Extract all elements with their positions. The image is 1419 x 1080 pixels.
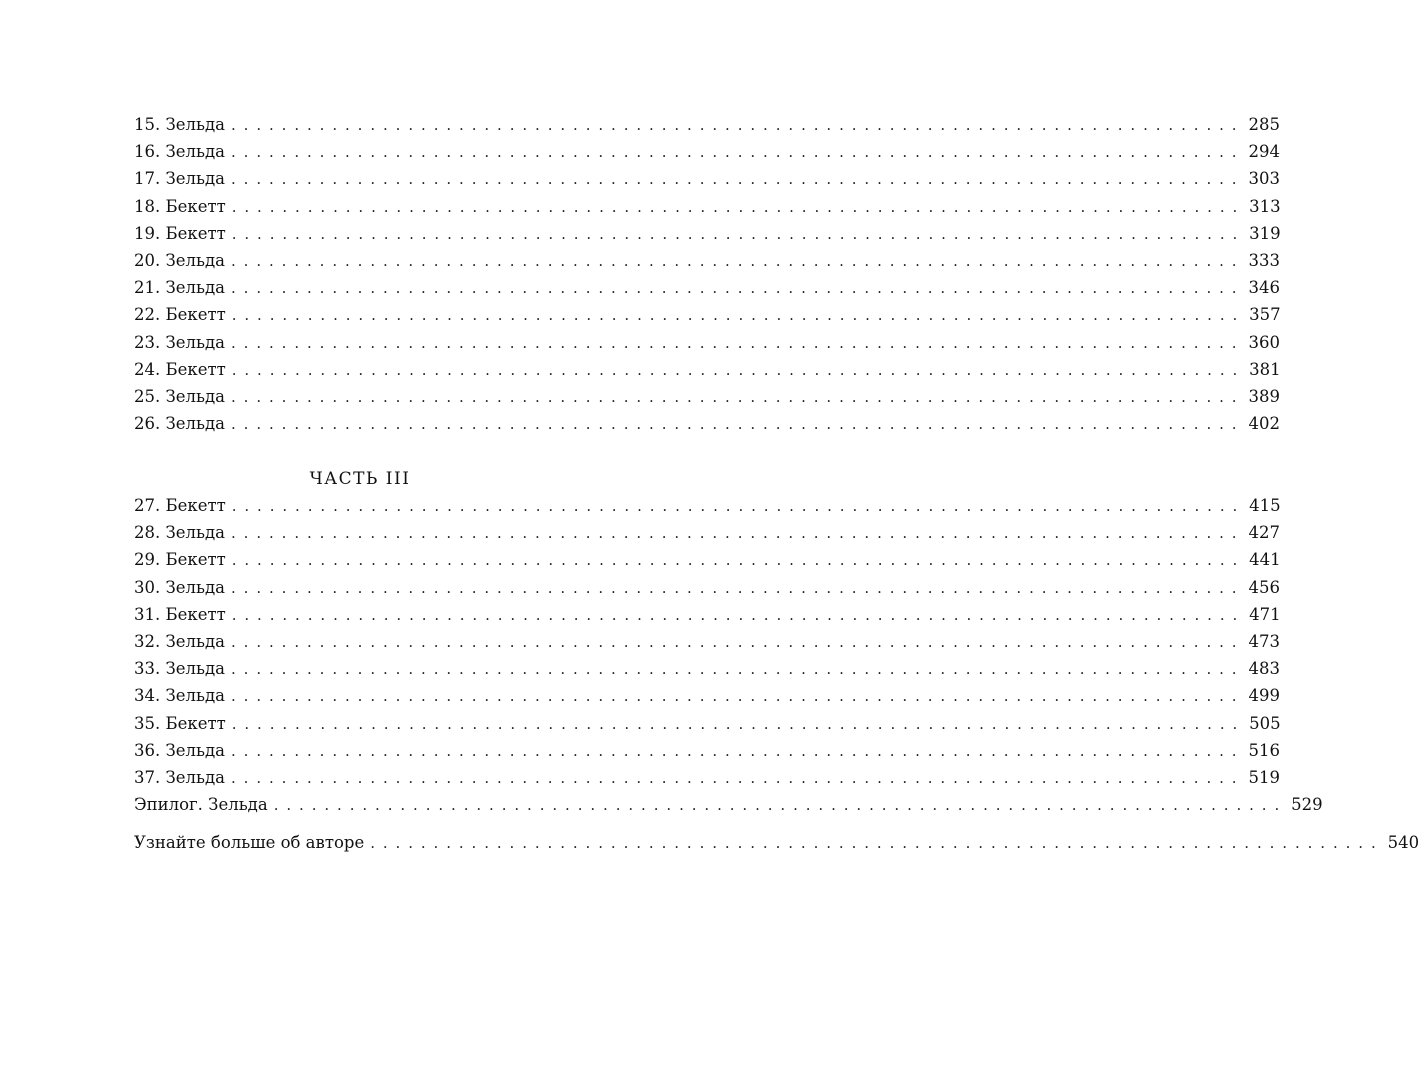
- toc-dot-leader: ................................................................................: [370, 834, 1384, 852]
- toc-dot-leader: ................................................................................: [231, 360, 1246, 379]
- toc-entry-page: 357: [1249, 305, 1281, 325]
- toc-entry: [134, 165, 1280, 192]
- toc-entry-title: 26. Зельда: [134, 414, 225, 434]
- toc-dot-leader: ................................................................................: [231, 578, 1245, 597]
- toc-entry-page: 456: [1248, 577, 1280, 597]
- toc-entry-title: 19. Бекетт: [134, 223, 226, 243]
- toc-entry-title: 33. Зельда: [134, 659, 225, 679]
- toc-dot-leader: ................................................................................: [231, 741, 1245, 760]
- toc-entry-title: 15. Зельда: [134, 115, 225, 134]
- toc-entry-page: 483: [1248, 659, 1280, 679]
- toc-dot-leader: ................................................................................: [231, 306, 1246, 325]
- toc-entry-title: 28. Зельда: [134, 523, 225, 543]
- toc-entry-title: 37. Зельда: [134, 767, 225, 787]
- toc-entry: [134, 710, 1281, 737]
- toc-entry-title: 18. Бекетт: [134, 196, 226, 216]
- toc-entry-page: 471: [1249, 604, 1281, 624]
- toc-entry: [134, 138, 1280, 165]
- toc-dot-leader: ................................................................................: [231, 415, 1245, 434]
- toc-dot-leader: ................................................................................: [231, 714, 1246, 733]
- toc-entry-title: 25. Зельда: [134, 386, 225, 406]
- toc-entry-page: 519: [1248, 767, 1280, 787]
- toc-dot-leader: ................................................................................: [231, 279, 1245, 298]
- toc-part3: [134, 492, 1323, 818]
- toc-entry-title: Эпилог. Зельда: [134, 795, 268, 815]
- toc-entry-page: 381: [1249, 359, 1281, 379]
- toc-entry-about-author: [134, 829, 1419, 856]
- toc-entry-page: 441: [1249, 550, 1281, 570]
- toc-entry-title: 17. Зельда: [134, 169, 225, 189]
- toc-entry-title: 21. Зельда: [134, 278, 225, 298]
- toc-dot-leader: ................................................................................: [231, 143, 1245, 162]
- toc-entry: [134, 274, 1280, 301]
- toc-dot-leader: ................................................................................: [231, 632, 1245, 651]
- toc-entry-page: 516: [1248, 740, 1280, 760]
- toc-entry: [134, 519, 1280, 546]
- toc-entry-title: 30. Зельда: [134, 577, 225, 597]
- toc-entry-page: 389: [1248, 386, 1280, 406]
- toc-dot-leader: ................................................................................: [231, 170, 1245, 189]
- toc-part2-tail: [134, 111, 1281, 437]
- toc-dot-leader: ................................................................................: [231, 387, 1245, 406]
- toc-entry-title: 20. Зельда: [134, 250, 225, 270]
- toc-entry-page: 346: [1248, 278, 1280, 298]
- toc-entry: [134, 655, 1280, 682]
- toc-dot-leader: ................................................................................: [231, 660, 1245, 679]
- toc-entry: [134, 682, 1280, 709]
- toc-entry: [134, 492, 1281, 519]
- toc-entry-page: 285: [1248, 115, 1280, 134]
- toc-entry-title: 36. Зельда: [134, 740, 225, 760]
- toc-dot-leader: ................................................................................: [231, 768, 1245, 787]
- toc-entry: [134, 546, 1281, 573]
- toc-entry-page: 333: [1248, 250, 1280, 270]
- toc-entry: [134, 329, 1280, 356]
- toc-dot-leader: ................................................................................: [231, 251, 1245, 270]
- toc-dot-leader: ................................................................................: [231, 687, 1245, 706]
- toc-entry-title: 29. Бекетт: [134, 550, 226, 570]
- toc-entry: [134, 356, 1281, 383]
- toc-entry: [134, 247, 1280, 274]
- toc-entry-title: 31. Бекетт: [134, 604, 226, 624]
- toc-entry: [134, 301, 1281, 328]
- toc-entry-page: 427: [1248, 523, 1280, 543]
- toc-entry-page: 529: [1291, 795, 1323, 815]
- toc-dot-leader: ................................................................................: [231, 497, 1246, 515]
- toc-entry-page: 415: [1249, 496, 1281, 515]
- toc-dot-leader: ................................................................................: [231, 197, 1246, 216]
- part-heading: ЧАСТЬ III: [309, 469, 411, 489]
- toc-entry: [134, 220, 1281, 247]
- toc-dot-leader: ................................................................................: [231, 551, 1246, 570]
- toc-entry: [134, 193, 1281, 220]
- toc-about-author: [134, 829, 1419, 856]
- toc-entry-title: 22. Бекетт: [134, 305, 226, 325]
- toc-entry: [134, 628, 1280, 655]
- toc-entry-title: 24. Бекетт: [134, 359, 226, 379]
- toc-entry-page: 360: [1248, 332, 1280, 352]
- toc-dot-leader: ................................................................................: [231, 524, 1245, 543]
- toc-entry-page: 473: [1248, 631, 1280, 651]
- toc-entry-title: 32. Зельда: [134, 631, 225, 651]
- toc-entry: [134, 383, 1280, 410]
- toc-entry-page: 313: [1249, 196, 1281, 216]
- toc-entry-title: Узнайте больше об авторе: [134, 833, 365, 852]
- toc-entry: [134, 737, 1280, 764]
- toc-entry: [134, 574, 1280, 601]
- toc-dot-leader: ................................................................................: [231, 333, 1245, 352]
- toc-entry: [134, 601, 1281, 628]
- toc-entry: [134, 111, 1280, 138]
- toc-dot-leader: ................................................................................: [231, 224, 1246, 243]
- toc-entry-title: 27. Бекетт: [134, 496, 226, 515]
- toc-entry: [134, 764, 1280, 791]
- toc-entry-page: 294: [1248, 142, 1280, 162]
- toc-entry-page: 499: [1248, 686, 1280, 706]
- toc-entry-title: 23. Зельда: [134, 332, 225, 352]
- toc-entry-page: 319: [1249, 223, 1281, 243]
- toc-entry-title: 16. Зельда: [134, 142, 225, 162]
- toc-dot-leader: ................................................................................: [231, 605, 1246, 624]
- toc-entry-page: 505: [1249, 713, 1281, 733]
- toc-entry-title: 34. Зельда: [134, 686, 225, 706]
- toc-entry: [134, 791, 1323, 818]
- toc-entry-title: 35. Бекетт: [134, 713, 226, 733]
- toc-dot-leader: ................................................................................: [273, 796, 1288, 815]
- toc-entry: [134, 410, 1280, 437]
- toc-entry-page: 303: [1248, 169, 1280, 189]
- toc-entry-page: 402: [1248, 414, 1280, 434]
- toc-dot-leader: ................................................................................: [231, 116, 1245, 134]
- toc-entry-page: 540: [1387, 833, 1419, 852]
